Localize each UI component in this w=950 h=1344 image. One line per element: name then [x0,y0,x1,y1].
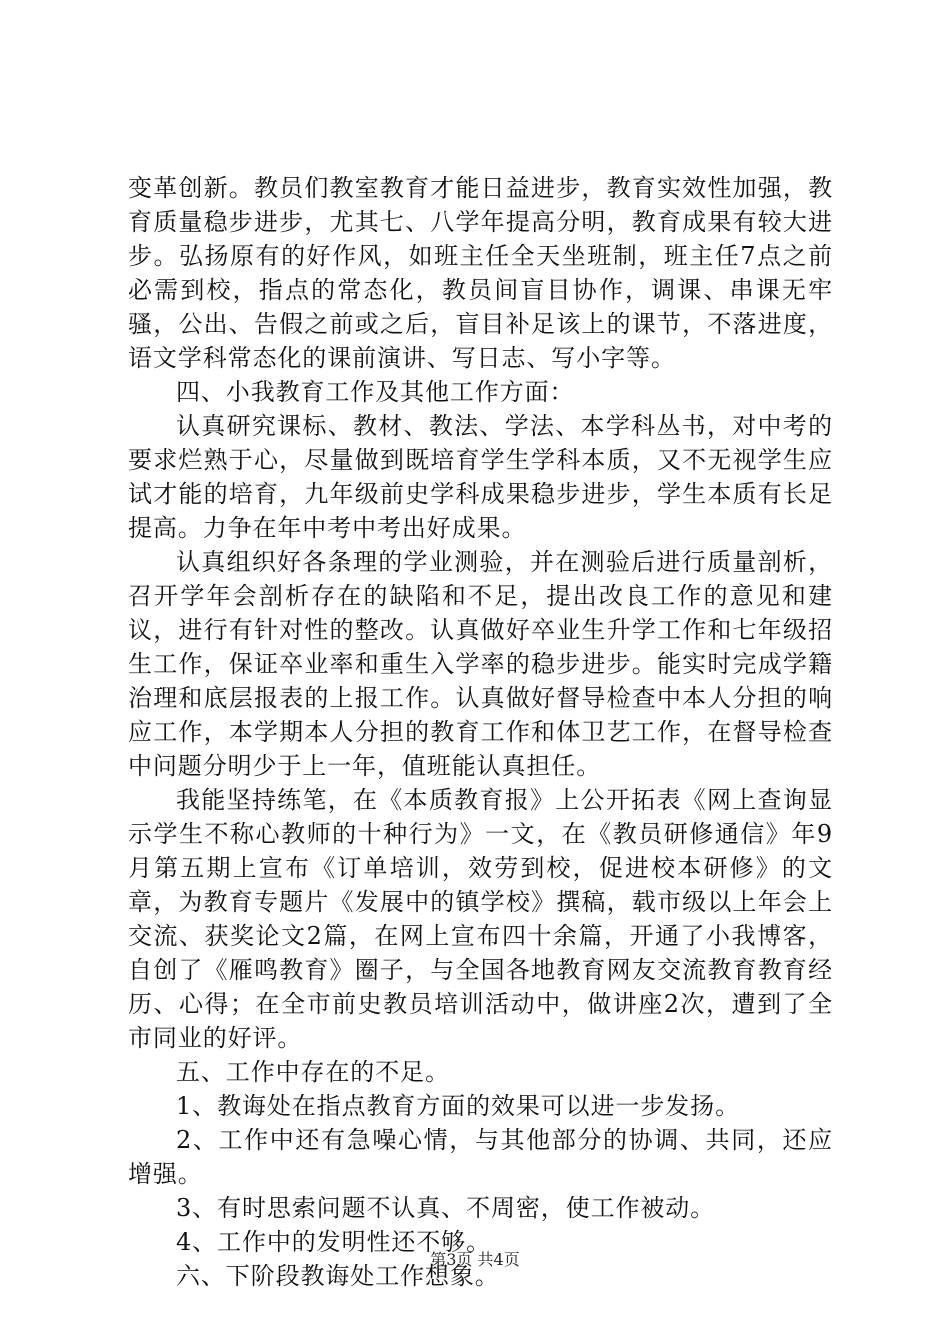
paragraph-writing: 我能坚持练笔，在《本质教育报》上公开拓表《网上查询显示学生不称心教师的十种行为》一文，在《教员研修通信》年9月第五期上宣布《订单培训，效劳到校，促进校本研修》的文章，为教育专题片《发展中的镇学校》撰稿，载市级以上年会上交流、获奖论文2篇，在网上宣布四十余篇，开通了小我博客，自创了《雁鸣教育》圈子，与全国各地教育网友交流教育教育经历、心得；在全市前史教员培训活动中，做讲座2次，遭到了全市同业的好评。 [128,786,833,1052]
list-item-4: 4、工作中的发明性还不够。 [176,1228,491,1256]
section-heading-4: 四、小我教育工作及其他工作方面： [176,378,575,406]
section-heading-6: 六、下阶段教诲处工作想象。 [176,1262,500,1290]
list-item-1: 1、教诲处在指点教育方面的效果可以进一步发扬。 [176,1092,740,1120]
list-item-2: 2、工作中还有急噪心情，与其他部分的协调、共同，还应增强。 [128,1126,833,1188]
list-item-3: 3、有时思索问题不认真、不周密，使工作被动。 [176,1194,716,1222]
paragraph-continuation: 变革创新。教员们教室教育才能日益进步，教育实效性加强，教育质量稳步进步，尤其七、八学年提高分明，教育成果有较大进步。弘扬原有的好作风，如班主任全天坐班制，班主任7点之前必需到校，指点的常态化，教员间盲目协作，调课、串课无牢骚，公出、告假之前或之后，盲目补足该上的课节，不落进度，语文学科常态化的课前演讲、写日志、写小字等。 [128,174,833,372]
section-heading-5: 五、工作中存在的不足。 [176,1058,450,1086]
document-body [128,171,833,1293]
page-number: 第3页 共4页 [430,1250,520,1269]
paragraph-exams: 认真组织好各条理的学业测验，并在测验后进行质量剖析，召开学年会剖析存在的缺陷和不足，提出改良工作的意见和建议，进行有针对性的整改。认真做好卒业生升学工作和七年级招生工作，保证卒业率和重生入学率的稳步进步。能实时完成学籍治理和底层报表的上报工作。认真做好督导检查中本人分担的响应工作，本学期本人分担的教育工作和体卫艺工作，在督导检查中问题分明少于上一年，值班能认真担任。 [128,548,833,780]
paragraph-curriculum: 认真研究课标、教材、教法、学法、本学科丛书，对中考的要求烂熟于心，尽量做到既培育学生学科本质，又不无视学生应试才能的培育，九年级前史学科成果稳步进步，学生本质有长足提高。力争在年中考中考出好成果。 [128,412,833,542]
